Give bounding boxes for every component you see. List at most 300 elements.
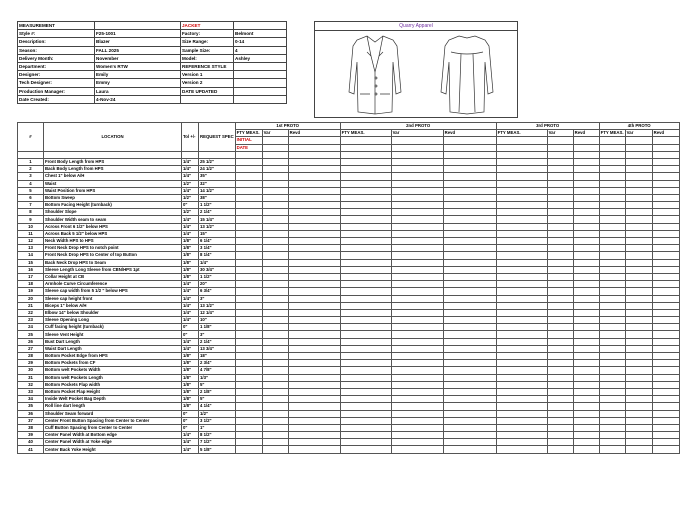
measurement-cell[interactable] bbox=[496, 403, 547, 410]
measurement-cell[interactable] bbox=[288, 238, 340, 245]
measurement-cell[interactable] bbox=[340, 338, 391, 345]
measurement-cell[interactable] bbox=[625, 223, 652, 230]
measurement-cell[interactable] bbox=[443, 187, 496, 194]
measurement-cell[interactable] bbox=[599, 432, 625, 439]
measurement-cell[interactable] bbox=[625, 345, 652, 352]
measurement-cell[interactable] bbox=[391, 367, 443, 374]
measurement-cell[interactable] bbox=[573, 259, 599, 266]
measurement-cell[interactable] bbox=[547, 317, 573, 324]
measurement-cell[interactable] bbox=[235, 324, 262, 331]
measurement-cell[interactable] bbox=[391, 331, 443, 338]
measurement-cell[interactable] bbox=[288, 259, 340, 266]
measurement-cell[interactable] bbox=[625, 288, 652, 295]
measurement-cell[interactable] bbox=[391, 324, 443, 331]
measurement-cell[interactable] bbox=[625, 410, 652, 417]
measurement-cell[interactable] bbox=[573, 374, 599, 381]
measurement-cell[interactable] bbox=[625, 295, 652, 302]
measurement-cell[interactable] bbox=[625, 432, 652, 439]
measurement-cell[interactable] bbox=[443, 381, 496, 388]
measurement-cell[interactable] bbox=[391, 187, 443, 194]
measurement-cell[interactable] bbox=[652, 230, 679, 237]
measurement-cell[interactable] bbox=[496, 158, 547, 165]
measurement-cell[interactable] bbox=[443, 266, 496, 273]
measurement-cell[interactable] bbox=[391, 273, 443, 280]
measurement-cell[interactable] bbox=[262, 446, 288, 453]
measurement-cell[interactable] bbox=[340, 317, 391, 324]
measurement-cell[interactable] bbox=[573, 266, 599, 273]
measurement-cell[interactable] bbox=[573, 439, 599, 446]
measurement-cell[interactable] bbox=[625, 216, 652, 223]
measurement-cell[interactable] bbox=[573, 245, 599, 252]
measurement-cell[interactable] bbox=[288, 446, 340, 453]
measurement-cell[interactable] bbox=[652, 187, 679, 194]
measurement-cell[interactable] bbox=[391, 288, 443, 295]
measurement-cell[interactable] bbox=[573, 353, 599, 360]
measurement-cell[interactable] bbox=[262, 439, 288, 446]
measurement-cell[interactable] bbox=[573, 446, 599, 453]
measurement-cell[interactable] bbox=[235, 338, 262, 345]
measurement-cell[interactable] bbox=[652, 302, 679, 309]
measurement-cell[interactable] bbox=[262, 367, 288, 374]
measurement-cell[interactable] bbox=[547, 158, 573, 165]
measurement-cell[interactable] bbox=[262, 424, 288, 431]
measurement-cell[interactable] bbox=[262, 273, 288, 280]
measurement-cell[interactable] bbox=[262, 194, 288, 201]
measurement-cell[interactable] bbox=[391, 353, 443, 360]
measurement-cell[interactable] bbox=[235, 216, 262, 223]
measurement-cell[interactable] bbox=[652, 381, 679, 388]
measurement-cell[interactable] bbox=[573, 216, 599, 223]
measurement-cell[interactable] bbox=[573, 158, 599, 165]
measurement-cell[interactable] bbox=[652, 245, 679, 252]
measurement-cell[interactable] bbox=[599, 252, 625, 259]
measurement-cell[interactable] bbox=[391, 338, 443, 345]
measurement-cell[interactable] bbox=[340, 223, 391, 230]
measurement-cell[interactable] bbox=[443, 295, 496, 302]
measurement-cell[interactable] bbox=[625, 173, 652, 180]
measurement-cell[interactable] bbox=[652, 173, 679, 180]
measurement-cell[interactable] bbox=[573, 424, 599, 431]
measurement-cell[interactable] bbox=[443, 166, 496, 173]
measurement-cell[interactable] bbox=[547, 424, 573, 431]
measurement-cell[interactable] bbox=[573, 381, 599, 388]
measurement-cell[interactable] bbox=[573, 417, 599, 424]
measurement-cell[interactable] bbox=[288, 202, 340, 209]
measurement-cell[interactable] bbox=[625, 439, 652, 446]
measurement-cell[interactable] bbox=[235, 439, 262, 446]
measurement-cell[interactable] bbox=[288, 216, 340, 223]
measurement-cell[interactable] bbox=[547, 324, 573, 331]
measurement-cell[interactable] bbox=[496, 166, 547, 173]
measurement-cell[interactable] bbox=[288, 360, 340, 367]
measurement-cell[interactable] bbox=[547, 338, 573, 345]
measurement-cell[interactable] bbox=[235, 396, 262, 403]
measurement-cell[interactable] bbox=[599, 410, 625, 417]
measurement-cell[interactable] bbox=[547, 273, 573, 280]
measurement-cell[interactable] bbox=[496, 309, 547, 316]
measurement-cell[interactable] bbox=[288, 367, 340, 374]
measurement-cell[interactable] bbox=[235, 187, 262, 194]
measurement-cell[interactable] bbox=[340, 216, 391, 223]
measurement-cell[interactable] bbox=[235, 180, 262, 187]
measurement-cell[interactable] bbox=[443, 223, 496, 230]
measurement-cell[interactable] bbox=[235, 202, 262, 209]
measurement-cell[interactable] bbox=[573, 396, 599, 403]
measurement-cell[interactable] bbox=[547, 432, 573, 439]
measurement-cell[interactable] bbox=[652, 252, 679, 259]
measurement-cell[interactable] bbox=[391, 194, 443, 201]
measurement-cell[interactable] bbox=[599, 331, 625, 338]
measurement-cell[interactable] bbox=[288, 432, 340, 439]
measurement-cell[interactable] bbox=[288, 324, 340, 331]
measurement-cell[interactable] bbox=[288, 158, 340, 165]
measurement-cell[interactable] bbox=[652, 446, 679, 453]
measurement-cell[interactable] bbox=[391, 432, 443, 439]
measurement-cell[interactable] bbox=[262, 266, 288, 273]
measurement-cell[interactable] bbox=[391, 302, 443, 309]
measurement-cell[interactable] bbox=[496, 209, 547, 216]
measurement-cell[interactable] bbox=[625, 324, 652, 331]
measurement-cell[interactable] bbox=[340, 417, 391, 424]
measurement-cell[interactable] bbox=[547, 180, 573, 187]
measurement-cell[interactable] bbox=[235, 288, 262, 295]
measurement-cell[interactable] bbox=[262, 245, 288, 252]
measurement-cell[interactable] bbox=[496, 417, 547, 424]
measurement-cell[interactable] bbox=[262, 381, 288, 388]
measurement-cell[interactable] bbox=[573, 252, 599, 259]
measurement-cell[interactable] bbox=[573, 367, 599, 374]
measurement-cell[interactable] bbox=[573, 281, 599, 288]
measurement-cell[interactable] bbox=[391, 446, 443, 453]
measurement-cell[interactable] bbox=[625, 187, 652, 194]
measurement-cell[interactable] bbox=[288, 187, 340, 194]
measurement-cell[interactable] bbox=[625, 302, 652, 309]
measurement-cell[interactable] bbox=[262, 216, 288, 223]
measurement-cell[interactable] bbox=[625, 446, 652, 453]
measurement-cell[interactable] bbox=[262, 166, 288, 173]
measurement-cell[interactable] bbox=[599, 259, 625, 266]
measurement-cell[interactable] bbox=[443, 180, 496, 187]
measurement-cell[interactable] bbox=[443, 324, 496, 331]
measurement-cell[interactable] bbox=[652, 202, 679, 209]
measurement-cell[interactable] bbox=[573, 187, 599, 194]
measurement-cell[interactable] bbox=[443, 209, 496, 216]
measurement-cell[interactable] bbox=[288, 295, 340, 302]
measurement-cell[interactable] bbox=[652, 166, 679, 173]
measurement-cell[interactable] bbox=[547, 396, 573, 403]
measurement-cell[interactable] bbox=[235, 238, 262, 245]
measurement-cell[interactable] bbox=[496, 317, 547, 324]
measurement-cell[interactable] bbox=[443, 259, 496, 266]
measurement-cell[interactable] bbox=[262, 374, 288, 381]
measurement-cell[interactable] bbox=[547, 446, 573, 453]
measurement-cell[interactable] bbox=[288, 424, 340, 431]
measurement-cell[interactable] bbox=[235, 281, 262, 288]
measurement-cell[interactable] bbox=[443, 245, 496, 252]
measurement-cell[interactable] bbox=[496, 410, 547, 417]
measurement-cell[interactable] bbox=[652, 374, 679, 381]
measurement-cell[interactable] bbox=[288, 317, 340, 324]
measurement-cell[interactable] bbox=[625, 374, 652, 381]
measurement-cell[interactable] bbox=[496, 353, 547, 360]
measurement-cell[interactable] bbox=[573, 360, 599, 367]
measurement-cell[interactable] bbox=[443, 216, 496, 223]
measurement-cell[interactable] bbox=[262, 259, 288, 266]
measurement-cell[interactable] bbox=[547, 417, 573, 424]
measurement-cell[interactable] bbox=[547, 367, 573, 374]
measurement-cell[interactable] bbox=[573, 331, 599, 338]
measurement-cell[interactable] bbox=[235, 432, 262, 439]
measurement-cell[interactable] bbox=[573, 180, 599, 187]
measurement-cell[interactable] bbox=[496, 374, 547, 381]
measurement-cell[interactable] bbox=[288, 194, 340, 201]
measurement-cell[interactable] bbox=[235, 158, 262, 165]
measurement-cell[interactable] bbox=[573, 166, 599, 173]
measurement-cell[interactable] bbox=[262, 180, 288, 187]
measurement-cell[interactable] bbox=[652, 309, 679, 316]
measurement-cell[interactable] bbox=[262, 295, 288, 302]
measurement-cell[interactable] bbox=[391, 360, 443, 367]
measurement-cell[interactable] bbox=[391, 202, 443, 209]
measurement-cell[interactable] bbox=[652, 345, 679, 352]
measurement-cell[interactable] bbox=[496, 187, 547, 194]
measurement-cell[interactable] bbox=[573, 230, 599, 237]
measurement-cell[interactable] bbox=[547, 238, 573, 245]
measurement-cell[interactable] bbox=[288, 302, 340, 309]
measurement-cell[interactable] bbox=[625, 273, 652, 280]
measurement-cell[interactable] bbox=[599, 374, 625, 381]
measurement-cell[interactable] bbox=[391, 345, 443, 352]
measurement-cell[interactable] bbox=[599, 216, 625, 223]
measurement-cell[interactable] bbox=[391, 309, 443, 316]
measurement-cell[interactable] bbox=[625, 209, 652, 216]
measurement-cell[interactable] bbox=[496, 396, 547, 403]
measurement-cell[interactable] bbox=[496, 302, 547, 309]
measurement-cell[interactable] bbox=[288, 396, 340, 403]
measurement-cell[interactable] bbox=[573, 238, 599, 245]
measurement-cell[interactable] bbox=[262, 238, 288, 245]
measurement-cell[interactable] bbox=[599, 295, 625, 302]
measurement-cell[interactable] bbox=[652, 396, 679, 403]
measurement-cell[interactable] bbox=[391, 417, 443, 424]
measurement-cell[interactable] bbox=[547, 245, 573, 252]
measurement-cell[interactable] bbox=[235, 345, 262, 352]
measurement-cell[interactable] bbox=[599, 173, 625, 180]
measurement-cell[interactable] bbox=[625, 424, 652, 431]
measurement-cell[interactable] bbox=[599, 367, 625, 374]
measurement-cell[interactable] bbox=[547, 187, 573, 194]
measurement-cell[interactable] bbox=[391, 295, 443, 302]
measurement-cell[interactable] bbox=[599, 194, 625, 201]
measurement-cell[interactable] bbox=[262, 158, 288, 165]
measurement-cell[interactable] bbox=[235, 417, 262, 424]
measurement-cell[interactable] bbox=[262, 230, 288, 237]
measurement-cell[interactable] bbox=[340, 273, 391, 280]
measurement-cell[interactable] bbox=[391, 266, 443, 273]
measurement-cell[interactable] bbox=[652, 209, 679, 216]
measurement-cell[interactable] bbox=[340, 439, 391, 446]
measurement-cell[interactable] bbox=[443, 353, 496, 360]
measurement-cell[interactable] bbox=[573, 288, 599, 295]
measurement-cell[interactable] bbox=[235, 331, 262, 338]
measurement-cell[interactable] bbox=[547, 309, 573, 316]
measurement-cell[interactable] bbox=[235, 388, 262, 395]
measurement-cell[interactable] bbox=[340, 345, 391, 352]
measurement-cell[interactable] bbox=[599, 417, 625, 424]
measurement-cell[interactable] bbox=[340, 194, 391, 201]
measurement-cell[interactable] bbox=[288, 374, 340, 381]
measurement-cell[interactable] bbox=[288, 403, 340, 410]
measurement-cell[interactable] bbox=[625, 417, 652, 424]
measurement-cell[interactable] bbox=[340, 238, 391, 245]
measurement-cell[interactable] bbox=[573, 309, 599, 316]
measurement-cell[interactable] bbox=[599, 396, 625, 403]
measurement-cell[interactable] bbox=[625, 381, 652, 388]
measurement-cell[interactable] bbox=[496, 388, 547, 395]
measurement-cell[interactable] bbox=[547, 439, 573, 446]
measurement-cell[interactable] bbox=[391, 238, 443, 245]
measurement-cell[interactable] bbox=[235, 259, 262, 266]
measurement-cell[interactable] bbox=[443, 410, 496, 417]
measurement-cell[interactable] bbox=[625, 230, 652, 237]
measurement-cell[interactable] bbox=[573, 410, 599, 417]
measurement-cell[interactable] bbox=[391, 396, 443, 403]
measurement-cell[interactable] bbox=[391, 410, 443, 417]
measurement-cell[interactable] bbox=[573, 202, 599, 209]
measurement-cell[interactable] bbox=[340, 367, 391, 374]
measurement-cell[interactable] bbox=[235, 223, 262, 230]
measurement-cell[interactable] bbox=[496, 252, 547, 259]
measurement-cell[interactable] bbox=[443, 432, 496, 439]
measurement-cell[interactable] bbox=[547, 252, 573, 259]
measurement-cell[interactable] bbox=[340, 180, 391, 187]
measurement-cell[interactable] bbox=[652, 439, 679, 446]
measurement-cell[interactable] bbox=[340, 432, 391, 439]
measurement-cell[interactable] bbox=[391, 223, 443, 230]
measurement-cell[interactable] bbox=[288, 345, 340, 352]
measurement-cell[interactable] bbox=[496, 288, 547, 295]
measurement-cell[interactable] bbox=[235, 353, 262, 360]
measurement-cell[interactable] bbox=[235, 302, 262, 309]
measurement-cell[interactable] bbox=[547, 295, 573, 302]
measurement-cell[interactable] bbox=[496, 331, 547, 338]
measurement-cell[interactable] bbox=[496, 295, 547, 302]
measurement-cell[interactable] bbox=[340, 230, 391, 237]
measurement-cell[interactable] bbox=[340, 424, 391, 431]
measurement-cell[interactable] bbox=[652, 353, 679, 360]
measurement-cell[interactable] bbox=[496, 432, 547, 439]
measurement-cell[interactable] bbox=[496, 446, 547, 453]
measurement-cell[interactable] bbox=[288, 230, 340, 237]
measurement-cell[interactable] bbox=[340, 158, 391, 165]
measurement-cell[interactable] bbox=[625, 353, 652, 360]
measurement-cell[interactable] bbox=[340, 302, 391, 309]
measurement-cell[interactable] bbox=[496, 216, 547, 223]
measurement-cell[interactable] bbox=[443, 302, 496, 309]
measurement-cell[interactable] bbox=[496, 281, 547, 288]
measurement-cell[interactable] bbox=[288, 388, 340, 395]
measurement-cell[interactable] bbox=[625, 158, 652, 165]
measurement-cell[interactable] bbox=[625, 266, 652, 273]
measurement-cell[interactable] bbox=[496, 324, 547, 331]
measurement-cell[interactable] bbox=[599, 187, 625, 194]
measurement-cell[interactable] bbox=[496, 345, 547, 352]
measurement-cell[interactable] bbox=[235, 209, 262, 216]
measurement-cell[interactable] bbox=[443, 317, 496, 324]
measurement-cell[interactable] bbox=[573, 223, 599, 230]
measurement-cell[interactable] bbox=[547, 202, 573, 209]
measurement-cell[interactable] bbox=[288, 223, 340, 230]
measurement-cell[interactable] bbox=[573, 209, 599, 216]
measurement-cell[interactable] bbox=[340, 295, 391, 302]
measurement-cell[interactable] bbox=[235, 360, 262, 367]
measurement-cell[interactable] bbox=[625, 194, 652, 201]
measurement-cell[interactable] bbox=[625, 202, 652, 209]
measurement-cell[interactable] bbox=[391, 209, 443, 216]
measurement-cell[interactable] bbox=[288, 439, 340, 446]
measurement-cell[interactable] bbox=[599, 345, 625, 352]
measurement-cell[interactable] bbox=[547, 388, 573, 395]
measurement-cell[interactable] bbox=[235, 381, 262, 388]
measurement-cell[interactable] bbox=[599, 324, 625, 331]
measurement-cell[interactable] bbox=[391, 388, 443, 395]
measurement-cell[interactable] bbox=[547, 353, 573, 360]
measurement-cell[interactable] bbox=[340, 410, 391, 417]
measurement-cell[interactable] bbox=[391, 180, 443, 187]
measurement-cell[interactable] bbox=[496, 245, 547, 252]
measurement-cell[interactable] bbox=[652, 259, 679, 266]
measurement-cell[interactable] bbox=[391, 252, 443, 259]
measurement-cell[interactable] bbox=[340, 360, 391, 367]
measurement-cell[interactable] bbox=[262, 324, 288, 331]
measurement-cell[interactable] bbox=[235, 173, 262, 180]
measurement-cell[interactable] bbox=[262, 288, 288, 295]
measurement-cell[interactable] bbox=[652, 388, 679, 395]
measurement-cell[interactable] bbox=[288, 309, 340, 316]
measurement-cell[interactable] bbox=[443, 331, 496, 338]
measurement-cell[interactable] bbox=[443, 367, 496, 374]
measurement-cell[interactable] bbox=[262, 396, 288, 403]
measurement-cell[interactable] bbox=[340, 173, 391, 180]
measurement-cell[interactable] bbox=[443, 309, 496, 316]
measurement-cell[interactable] bbox=[391, 216, 443, 223]
measurement-cell[interactable] bbox=[573, 432, 599, 439]
measurement-cell[interactable] bbox=[235, 252, 262, 259]
measurement-cell[interactable] bbox=[625, 338, 652, 345]
measurement-cell[interactable] bbox=[547, 173, 573, 180]
measurement-cell[interactable] bbox=[625, 238, 652, 245]
measurement-cell[interactable] bbox=[288, 166, 340, 173]
measurement-cell[interactable] bbox=[443, 424, 496, 431]
measurement-cell[interactable] bbox=[391, 166, 443, 173]
measurement-cell[interactable] bbox=[496, 338, 547, 345]
measurement-cell[interactable] bbox=[573, 324, 599, 331]
measurement-cell[interactable] bbox=[262, 388, 288, 395]
measurement-cell[interactable] bbox=[262, 338, 288, 345]
measurement-cell[interactable] bbox=[625, 252, 652, 259]
measurement-cell[interactable] bbox=[652, 238, 679, 245]
measurement-cell[interactable] bbox=[340, 288, 391, 295]
measurement-cell[interactable] bbox=[547, 288, 573, 295]
measurement-cell[interactable] bbox=[391, 424, 443, 431]
measurement-cell[interactable] bbox=[652, 273, 679, 280]
measurement-cell[interactable] bbox=[288, 209, 340, 216]
measurement-cell[interactable] bbox=[340, 202, 391, 209]
measurement-cell[interactable] bbox=[262, 345, 288, 352]
measurement-cell[interactable] bbox=[288, 281, 340, 288]
measurement-cell[interactable] bbox=[573, 173, 599, 180]
measurement-cell[interactable] bbox=[652, 403, 679, 410]
